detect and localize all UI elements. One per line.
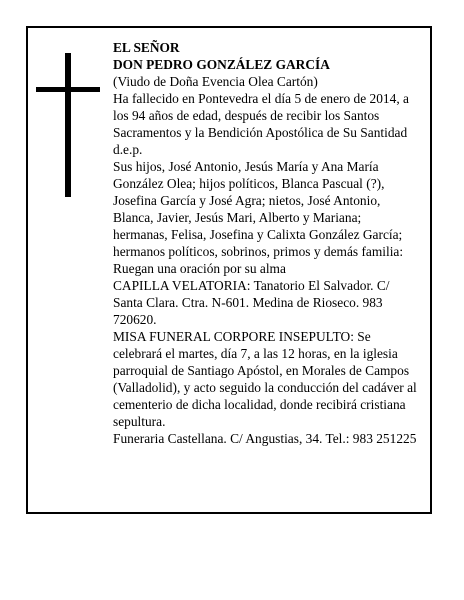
prayer-request: Ruegan una oración por su alma (113, 261, 286, 276)
obituary-text (113, 39, 419, 447)
funeral-mass-info: MISA FUNERAL CORPORE INSEPULTO: Se celebrará el martes, día 7, a las 12 horas, en la iglesia parroquial de Santiago Apóstol, en Morales de Campos (Valladolid), y acto seguido la conducción del cadáver al cementerio de dicha localidad, donde recibirá cristiana sepultura. (113, 329, 417, 429)
death-statement: Ha fallecido en Pontevedra el día 5 de enero de 2014, a los 94 años de edad, después de recibir los Santos Sacramentos y la Bendición Apostólica de Su Santidad (113, 91, 409, 140)
chapel-info: CAPILLA VELATORIA: Tanatorio El Salvador. C/ Santa Clara. Ctra. N-601. Medina de Rioseco. 983 720620. (113, 278, 390, 327)
cross-vertical-bar (65, 53, 71, 197)
funeral-home-info: Funeraria Castellana. C/ Angustias, 34. Tel.: 983 251225 (113, 431, 417, 446)
widower-note: (Viudo de Doña Evencia Olea Cartón) (113, 74, 318, 89)
cross-horizontal-bar (36, 87, 100, 92)
family-list: Sus hijos, José Antonio, Jesús María y Ana María González Olea; hijos políticos, Blanca Pascual (?), Josefina García y José Agra; nietos, José Antonio, Blanca, Javier, Jesús Mari, Alberto y Mariana; hermanas, Felisa, Josefina y Calixta González García; hermanos políticos, sobrinos, primos y demás familia: (113, 159, 404, 259)
heading-title: EL SEÑOR (113, 40, 180, 55)
latin-cross-icon (36, 53, 100, 197)
dep-abbreviation: d.e.p. (113, 142, 143, 157)
deceased-name: DON PEDRO GONZÁLEZ GARCÍA (113, 57, 330, 72)
